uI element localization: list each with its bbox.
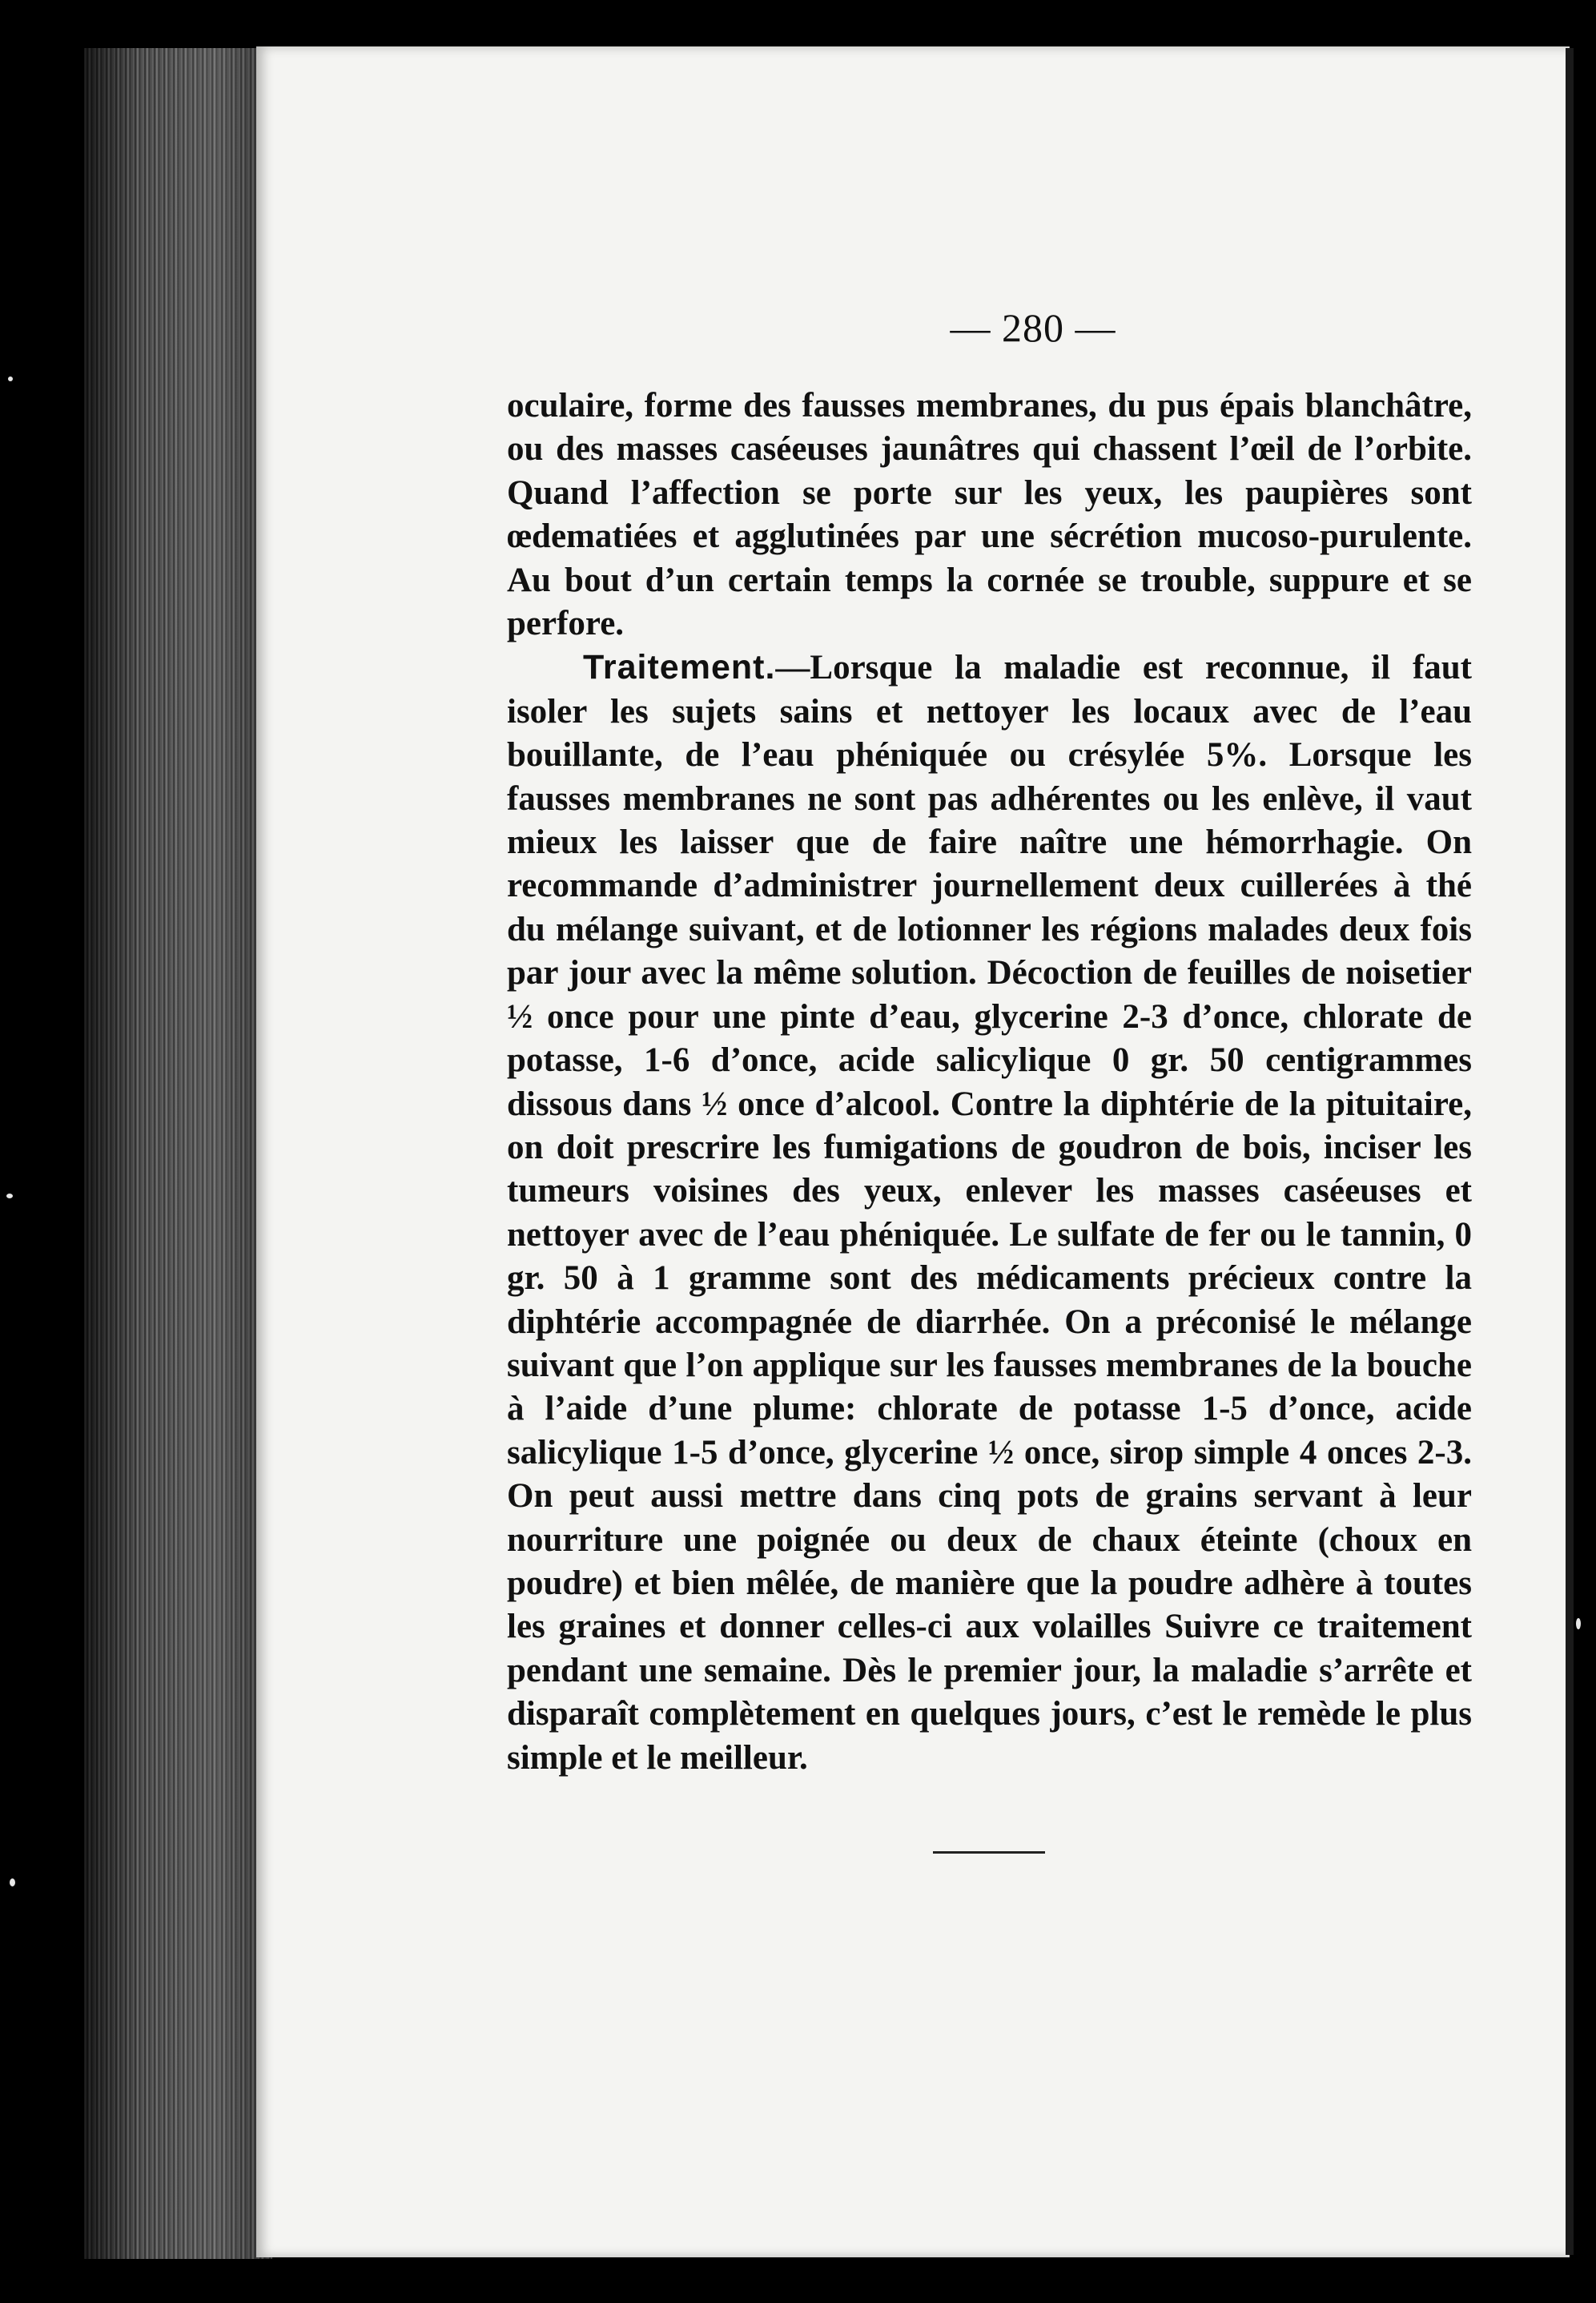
page-block-edge <box>84 48 272 2259</box>
paragraph-1-text: oculaire, forme des fausses membranes, du pus épais blanchâtre, ou des masses caséeuses jaunâtres qui chassent l’œil de l’orbite. Quand l’affection se porte sur les yeux, les paupières sont œdematiées et agglutinées par une sécrétion mucoso-purulente. Au bout d’un certain temps la cornée se trouble, suppure et se perfore. <box>507 387 1472 643</box>
scan-speck <box>1576 1618 1581 1629</box>
paragraph-2-text: —Lorsque la maladie est reconnue, il faut isoler les sujets sains et nettoyer les locaux avec de l’eau bouillante, de l’eau phéniquée ou crésylée 5%. Lorsque les fausses membranes ne sont pas adhérentes ou les enlève, il vaut mieux les laisser que de faire naître une hémorrhagie. On recommande d’administrer journellement deux cuillerées à thé du mélange suivant, et de lotionner les régions malades deux fois par jour avec la même solution. Décoction de feuilles de noisetier ½ once pour une pinte d’eau, glycerine 2-3 d’once, chlorate de potasse, 1-6 d’once, acide salicylique 0 gr. 50 centigrammes dissous dans ½ once d’alcool. Contre la diphtérie de la pituitaire, on doit prescrire les fumigations de goudron de bois, inciser les tumeurs voisines des yeux, enlever les masses caséeuses et nettoyer avec de l’eau phéniquée. Le sulfate de fer ou le tannin, 0 gr. 50 à 1 gramme sont des médicaments précieux contre la diphtérie accompagnée de diarrhée. On a préconisé le mélange suivant que l’on applique sur les fausses membranes de la bouche à l’aide d’une plume: chlorate de potasse 1-5 d’once, acide salicylique 1-5 d’once, glycerine ½ once, sirop simple 4 onces 2-3. On peut aussi mettre dans cinq pots de grains servant à leur nourriture une poignée ou deux de chaux éteinte (choux en poudre) et bien mêlée, de manière que la poudre adhère à toutes les graines et donner celles-ci aux volailles Suivre ce traitement pendant une semaine. Dès le premier jour, la maladie s’arrête et disparaît complètement en quelques jours, c’est le remède le plus simple et le meilleur. <box>507 649 1472 1777</box>
scan-speck <box>10 1878 15 1886</box>
end-rule <box>933 1851 1045 1854</box>
paragraph-1 <box>507 385 1472 646</box>
page-number-text: — 280 — <box>950 305 1116 350</box>
body-text <box>507 385 1472 1780</box>
scan-speck <box>6 1194 13 1198</box>
paragraph-2 <box>507 646 1472 1780</box>
page-right-shadow <box>1566 48 1574 2255</box>
scan-speck <box>8 376 13 381</box>
section-heading-traitement: Traitement. <box>583 648 776 687</box>
page-number <box>865 304 1201 351</box>
